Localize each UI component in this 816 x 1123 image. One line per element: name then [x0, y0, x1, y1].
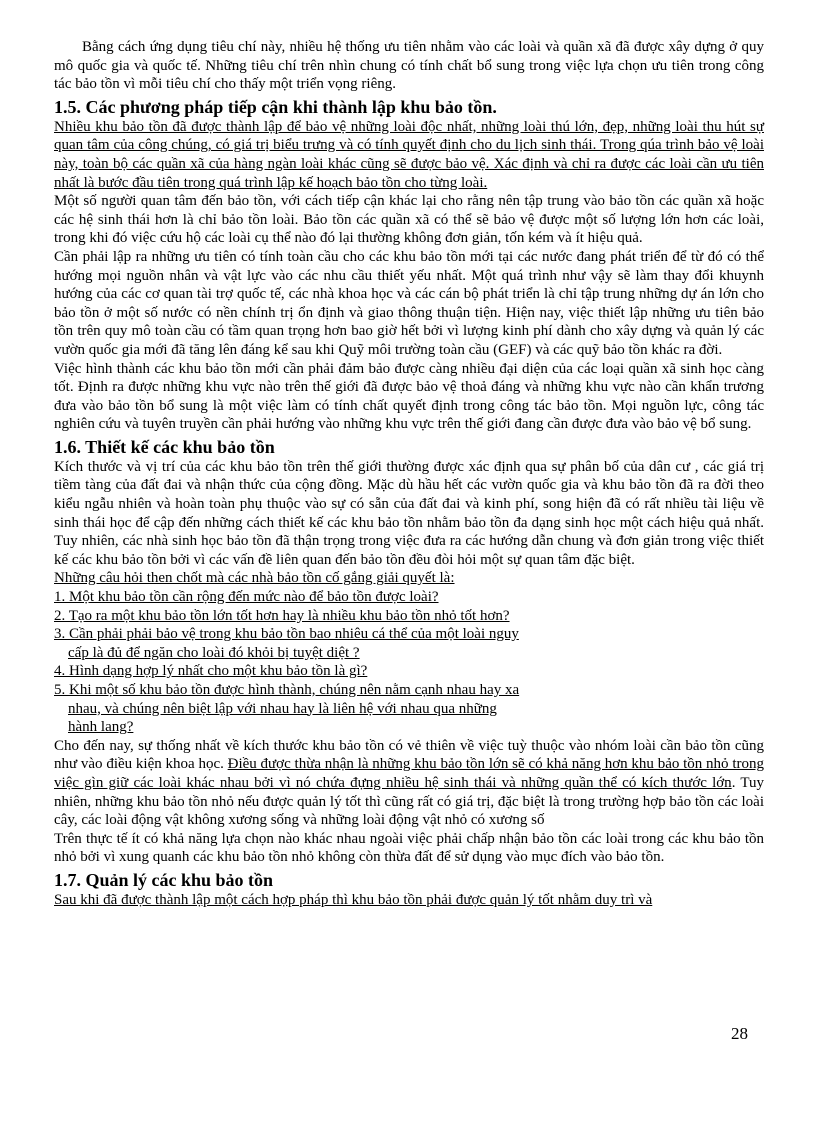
question-1: 1. Một khu bảo tồn cần rộng đến mức nào để bảo tồn được loài?	[54, 589, 439, 606]
section-1-6-heading: 1.6. Thiết kế các khu bảo tồn	[54, 436, 275, 457]
question-5-end: hành lang?	[68, 719, 134, 736]
section-1-5-paragraph-4: Việc hình thành các khu bảo tồn mới cần phải đảm bảo được càng nhiều đại diện của các loại quần xã sinh học càng tốt. Định ra được những khu vực nào trên thế giới đã được bảo vệ thoả đáng và những khu vực nào cần khẩn trương đưa vào bảo tồn bổ sung là một việc làm có tính chất quyết định trong công tác bảo tồn. Mọi nguồn lực, công tác nghiên cứu và tuyên truyền cần phải hướng vào những khu vực trên thế giới đang cần được đưa vào bảo vệ bổ sung.	[54, 360, 764, 433]
underlined-text: Điều được thừa nhận là những khu bảo tồn lớn sẽ có khả năng hơn khu bảo tồn nhỏ trong việc gìn giữ các loài khác nhau bởi vì nó chứa đựng nhiều hệ sinh thái và những quần thể có kích thước lớn	[54, 756, 764, 791]
document-page	[54, 38, 764, 910]
question-5-continued: nhau, và chúng nên biệt lập với nhau hay là liên hệ với nhau qua những	[68, 700, 497, 717]
section-1-6-paragraph-3: Trên thực tế ít có khả năng lựa chọn nào khác nhau ngoài việc phải chấp nhận bảo tồn các loài trong các khu bảo tồn nhỏ bởi vì xung quanh các khu bảo tồn nhỏ không còn thừa đất để sử dụng vào mục đích vào bảo tồn.	[54, 830, 764, 866]
intro-paragraph: Bằng cách ứng dụng tiêu chí này, nhiều hệ thống ưu tiên nhằm vào các loài và quần xã đã được xây dựng ở quy mô quốc gia và quốc tế. Những tiêu chí trên nhìn chung có tính chất bổ sung trong việc lựa chọn ưu tiên trong công tác bảo tồn vì mỗi tiêu chí cho thấy một triển vọng riêng.	[54, 39, 764, 93]
page-number: 28	[731, 1024, 748, 1043]
questions-intro: Những câu hỏi then chốt mà các nhà bảo tồn cố gắng giải quyết là:	[54, 570, 455, 587]
section-1-6-paragraph-1: Kích thước và vị trí của các khu bảo tồn trên thế giới thường được xác định qua sự phân bố của dân cư , các giá trị tiềm tàng của đất đai và nhận thức của cộng đồng. Mặc dù hầu hết các vườn quốc gia và khu bảo tồn đã ra đời theo kiểu ngẫu nhiên và hoàn toàn phụ thuộc vào sự có sẵn của đất đai và kinh phí, song hiện đã có rất nhiều tài liệu về sinh thái học để cập đến những cách thiết kế các khu bảo tồn nhằm bảo tồn đa dạng sinh học một cách hiệu quả nhất. Tuy nhiên, các nhà sinh học bảo tồn đã thận trọng trong việc đưa ra các hướng dẫn chung và đơn giản trong việc thiết kế các khu bảo tồn bởi vì các vấn đề liên quan đến bảo tồn đều đòi hỏi một sự quan tâm đặc biệt.	[54, 458, 764, 568]
question-3: 3. Cần phải phải bảo vệ trong khu bảo tồn bao nhiêu cá thể của một loài nguy	[54, 626, 519, 643]
section-1-6-paragraph-2: Cho đến nay, sự thống nhất về kích thước khu bảo tồn có vẻ thiên về việc tuỳ thuộc vào nhóm loài cần bảo tồn cũng như vào điều kiện khoa học. Điều được thừa nhận là những khu bảo tồn lớn sẽ có khả năng hơn khu bảo tồn nhỏ trong việc gìn giữ các loài khác nhau bởi vì nó chứa đựng nhiều hệ sinh thái và những quần thể có kích thước lớn. Tuy nhiên, những khu bảo tồn nhỏ nếu được quản lý tốt thì cũng rất có giá trị, đặc biệt là trong trường hợp bảo tồn các loài cây, các loài động vật không xương sống và những loài động vật nhỏ có xương số	[54, 737, 764, 829]
section-1-5-paragraph-1	[54, 118, 764, 192]
section-1-5-paragraph-3: Cần phải lập ra những ưu tiên có tính toàn cầu cho các khu bảo tồn mới tại các nước đang phát triển để từ đó có thể hướng mọi nguồn nhân và vật lực vào các nhu cầu thiết yếu nhất. Một quá trình như vậy sẽ làm thay đổi khuynh hướng của các cơ quan tài trợ quốc tế, các nhà khoa học và các cán bộ phát triển là chỉ tập trung những dự án lớn cho bảo tồn ở một số nước có nền chính trị ổn định và giao thông thuận tiện. Hiện nay, việc thiết lập những ưu tiên bảo tồn trên quy mô toàn cầu có tầm quan trọng hơn bao giờ hết bởi vì lượng kinh phí dành cho xây dựng và quản lý các vườn quốc gia mới đã tăng lên đáng kể sau khi Quỹ môi trường toàn cầu (GEF) và các quỹ bảo tồn khác ra đời.	[54, 248, 764, 358]
section-1-7-paragraph-1: Sau khi đã được thành lập một cách hợp pháp thì khu bảo tồn phải được quản lý tốt nhằm duy trì và	[54, 891, 653, 908]
question-4: 4. Hình dạng hợp lý nhất cho một khu bảo tồn là gì?	[54, 663, 368, 680]
question-5: 5. Khi một số khu bảo tồn được hình thành, chúng nên nằm cạnh nhau hay xa	[54, 682, 520, 698]
section-1-5-heading: 1.5. Các phương pháp tiếp cận khi thành lập khu bảo tồn.	[54, 96, 497, 117]
underlined-text: Nhiều khu bảo tồn đã được thành lập để bảo vệ những loài độc nhất, những loài thú lớn, đẹp, những loài thu hút sự quan tâm của công chúng, có giá trị biểu trưng và có tính quyết định cho du lịch sinh thái. Trong qúa trình bảo vệ loài này, toàn bộ các quần xã của hàng ngàn loài khác cũng sẽ được bảo vệ. Xác định và chỉ ra được các loài cần ưu tiên nhất là bước đầu tiên trong quá trình lập kế hoạch bảo tồn cho từng loài.	[54, 118, 764, 191]
section-1-5-paragraph-2: Một số người quan tâm đến bảo tồn, với cách tiếp cận khác lại cho rằng nên tập trung vào bảo tồn các quần xã hoặc các hệ sinh thái hơn là chỉ bảo tồn loài. Bảo tồn các quần xã có thể sẽ bảo vệ được một số lượng lớn hơn các loài, trong khi đó việc cứu hộ các loài cụ thể nào đó lại thường không đơn giản, tốn kém và ít hiệu quả.	[54, 193, 764, 247]
question-2: 2. Tạo ra một khu bảo tồn lớn tốt hơn hay là nhiều khu bảo tồn nhỏ tốt hơn?	[54, 607, 510, 624]
question-3-continued: cấp là đủ để ngăn cho loài đó khỏi bị tuyệt diệt ?	[68, 644, 360, 661]
section-1-7-heading: 1.7. Quản lý các khu bảo tồn	[54, 869, 274, 890]
